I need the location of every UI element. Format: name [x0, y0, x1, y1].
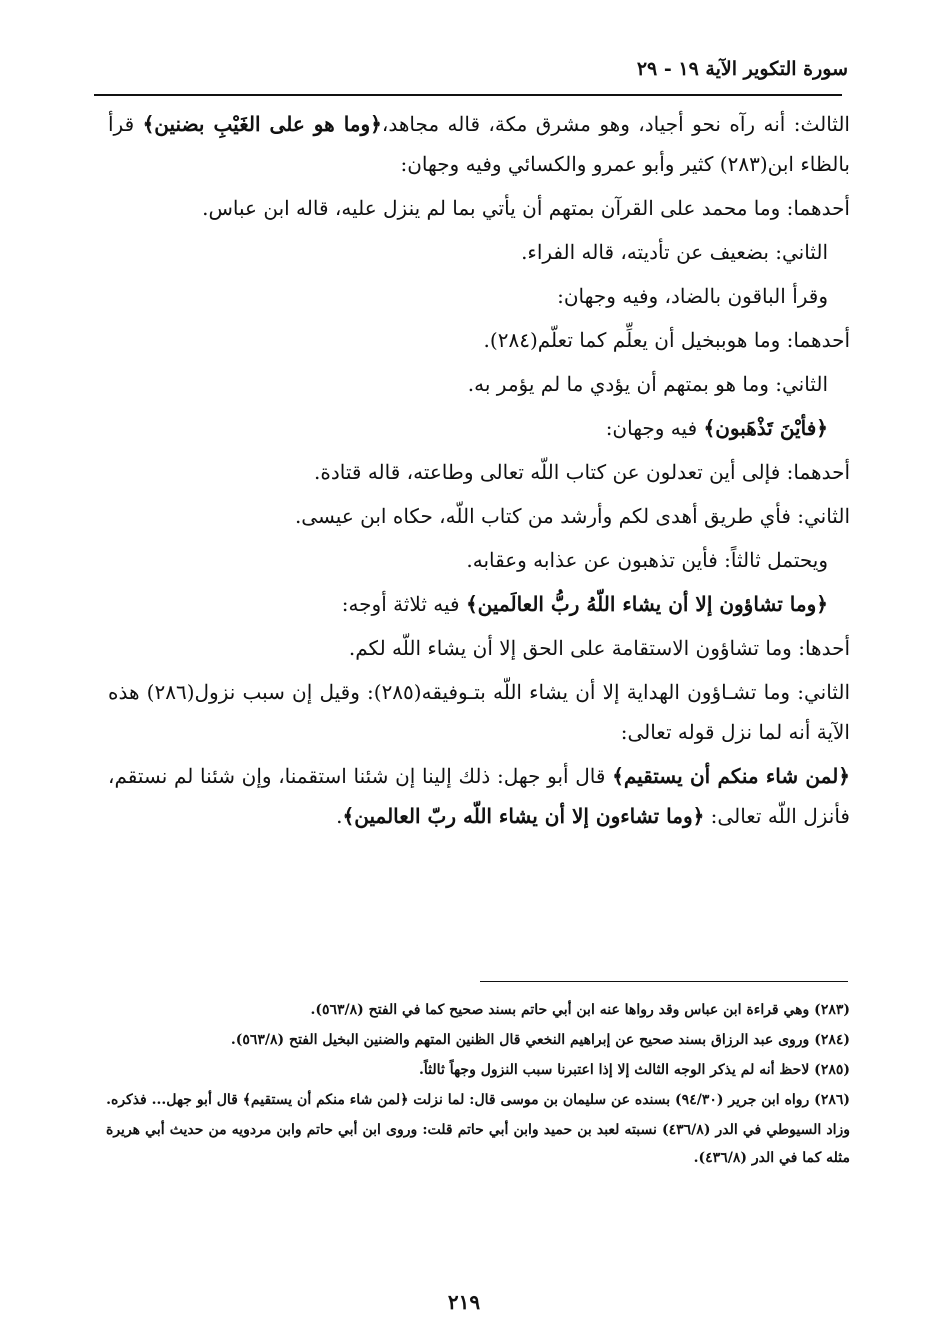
quran-quote: ﴿وما تشاؤون إلا أن يشاء اللّهُ ربُّ العالَمين﴾ — [465, 592, 828, 616]
footnote-285: (٢٨٥) لاحظ أنه لم يذكر الوجه الثالث إلا إذا اعتبرنا سبب النزول وجهاً ثالثاً. — [419, 1062, 850, 1078]
page-number: ٢١٩ — [447, 1290, 481, 1314]
quran-quote: ﴿فأيْنَ تَذْهَبون﴾ — [703, 416, 828, 440]
paragraph-2: أحدهما: وما محمد على القرآن بمتهم أن يأتي بما لم ينزل عليه، قاله ابن عباس. — [202, 196, 850, 220]
paragraph-5: أحدهما: وما هوببخيل أن يعلِّم كما تعلّم(٢٨٤). — [483, 328, 850, 352]
running-header — [88, 58, 848, 92]
paragraph-10: ويحتمل ثالثاً: فأين تذهبون عن عذابه وعقابه. — [466, 548, 828, 572]
header-divider — [94, 94, 842, 96]
running-title: سورة التكوير الآية ١٩ - ٢٩ — [636, 58, 848, 80]
paragraph-11 — [108, 584, 850, 624]
footnotes — [106, 996, 850, 1174]
footnote-284: (٢٨٤) وروى عبد الرزاق بسند صحيح عن إبراهيم النخعي قال الظنين المتهم والضنين البخيل الفتح (٥٦٣/٨). — [230, 1032, 850, 1048]
paragraph-3: الثاني: بضعيف عن تأديته، قاله الفراء. — [521, 240, 828, 264]
paragraph-12: أحدها: وما تشاؤون الاستقامة على الحق إلا أن يشاء اللّه لكم. — [348, 636, 850, 660]
paragraph-7 — [108, 408, 850, 448]
paragraph-13: الثاني: وما تشـاؤون الهداية إلا أن يشاء اللّه بتـوفيقه(٢٨٥): وقيل إن سبب نزول(٢٨٦) هذه الآية أنه لما نزل قوله تعالى: — [108, 680, 850, 744]
paragraph-14 — [108, 756, 850, 836]
paragraph-9: الثاني: فأي طريق أهدى لكم وأرشد من كتاب اللّه، حكاه ابن عيسى. — [294, 504, 850, 528]
footnote-286: (٢٨٦) رواه ابن جرير (٩٤/٣٠) بسنده عن سليمان بن موسى قال: لما نزلت ﴿لمن شاء منكم أن يستقيم﴾ قال أبو جهل... فذكره. — [106, 1092, 850, 1108]
quran-quote: ﴿لمن شاء منكم أن يستقيم﴾ — [612, 764, 850, 788]
paragraph-1-intro: الثالث: أنه رآه نحو أجياد، وهو مشرق مكة، قاله مجاهد، — [381, 112, 850, 136]
paragraph-8: أحدهما: فإلى أين تعدلون عن كتاب اللّه تعالى وطاعته، قاله قتادة. — [314, 460, 850, 484]
footnote-283: (٢٨٣) وهي قراءة ابن عباس وقد رواها عنه ابن أبي حاتم بسند صحيح كما في الفتح (٥٦٣/٨). — [310, 1002, 850, 1018]
paragraph-7-rest: فيه وجهان: — [605, 416, 704, 440]
paragraph-1-rest: قرأ بالظاء ابن(٢٨٣) كثير وأبو عمرو والكسائي وفيه وجهان: — [108, 112, 850, 176]
paragraph-11-rest: فيه ثلاثة أوجه: — [341, 592, 466, 616]
paragraph-1 — [108, 104, 850, 184]
paragraph-14-end: . — [336, 804, 343, 828]
quran-quote: ﴿وما تشاءون إلا أن يشاء اللّه ربّ العالمين﴾ — [342, 804, 705, 828]
main-text — [108, 104, 850, 840]
quran-quote: ﴿وما هو على الغَيْبِ بضنين﴾ — [142, 112, 382, 136]
paragraph-14-middle: قال أبو جهل: ذلك إلينا إن شئنا استقمنا، وإن شئنا لم نستقم، فأنزل اللّه تعالى: — [108, 764, 850, 828]
footnote-286-continued: وزاد السيوطي في الدر (٤٣٦/٨) نسبته لعبد بن حميد وابن أبي حاتم قلت: وروى ابن أبي حاتم وابن مردويه من حديث أبي هريرة مثله كما في الدر (٤٣٦/٨). — [106, 1122, 851, 1166]
paragraph-4: وقرأ الباقون بالضاد، وفيه وجهان: — [557, 284, 828, 308]
paragraph-6: الثاني: وما هو بمتهم أن يؤدي ما لم يؤمر به. — [467, 372, 828, 396]
footnote-divider — [480, 981, 848, 982]
